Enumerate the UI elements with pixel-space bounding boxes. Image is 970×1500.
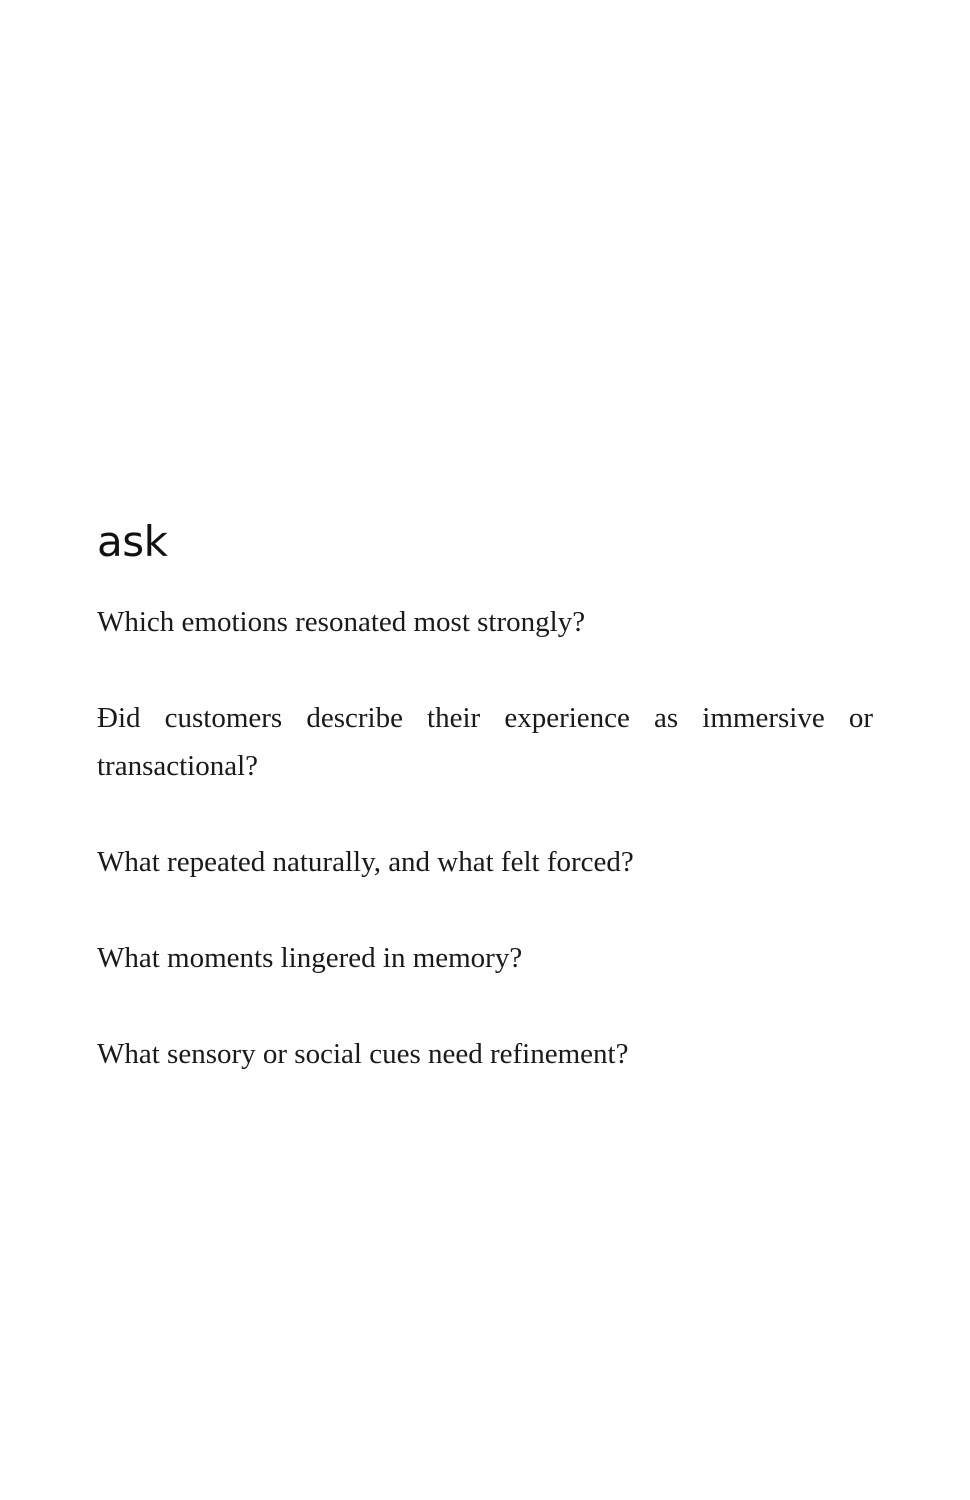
- section-heading: ask: [97, 517, 168, 566]
- question-item: What sensory or social cues need refinement?: [97, 1038, 629, 1070]
- question-item: What moments lingered in memory?: [97, 942, 523, 974]
- question-item: Ɖid customers describe their experience as immersive or transactional?: [97, 702, 873, 782]
- content-block: [97, 512, 873, 1078]
- question-item: Which emotions resonated most strongly?: [97, 606, 586, 638]
- question-item: What repeated naturally, and what felt forced?: [97, 846, 634, 878]
